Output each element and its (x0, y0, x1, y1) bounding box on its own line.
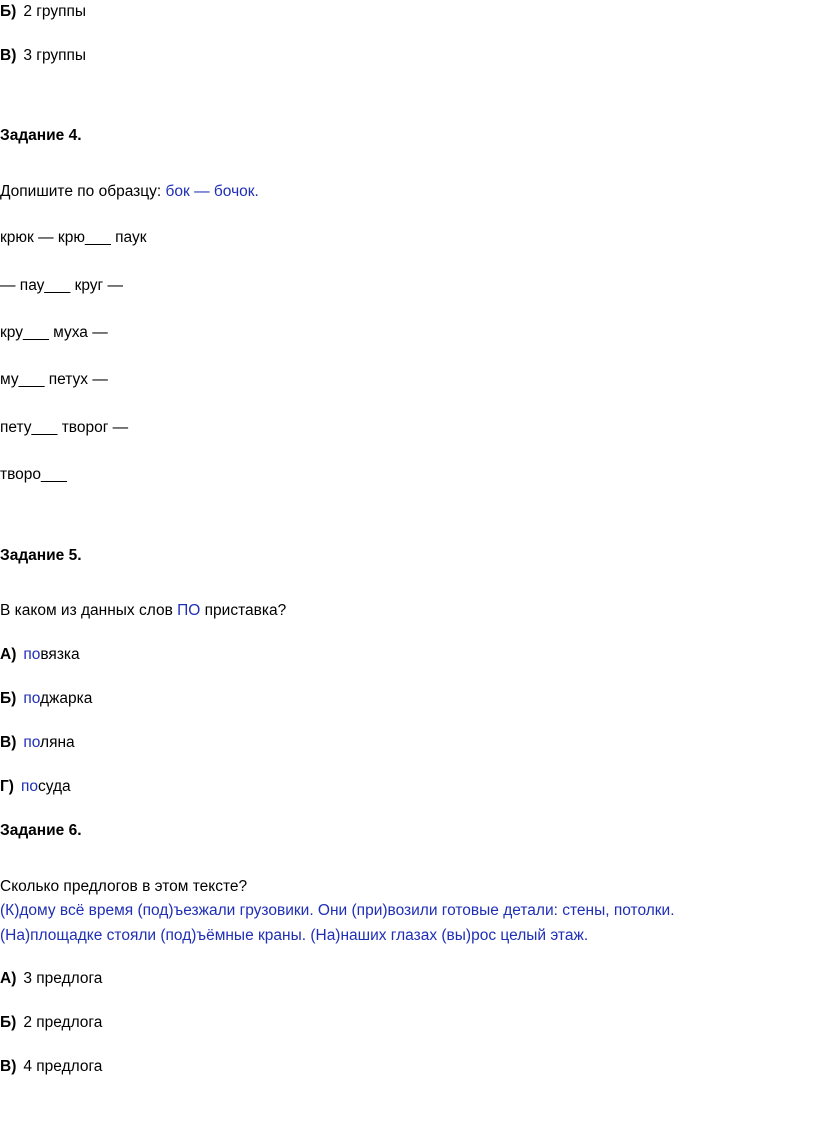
task5-option-v (0, 733, 75, 753)
option-key: В) (0, 734, 17, 751)
option-text: 2 группы (23, 3, 87, 20)
task4-example: бок — бочок. (165, 183, 259, 200)
option-text: 4 предлога (23, 1058, 103, 1075)
task6-text-line1: (К)дому всё время (под)ъезжали грузовики. Они (при)возили готовые детали: стены, потолки. (0, 902, 675, 919)
task5-question (0, 601, 286, 621)
task5-heading: Задание 5. (0, 547, 82, 564)
option-key: А) (0, 646, 17, 663)
task4-line: творо___ (0, 466, 67, 483)
task4-line: крюк — крю___ паук (0, 229, 147, 246)
task4-line: пету___ творог — (0, 419, 129, 436)
option-key: В) (0, 47, 17, 64)
task4-line: му___ петух — (0, 371, 108, 388)
option-text: 3 предлога (23, 970, 103, 987)
task4-instruction-text: Допишите по образцу: (0, 183, 162, 200)
option-key: Б) (0, 1014, 17, 1031)
option-prefix: по (23, 690, 40, 707)
option-prefix: по (23, 734, 41, 751)
option-text: 2 предлога (23, 1014, 103, 1031)
option-rest: ляна (40, 734, 75, 751)
task4-line: — пау___ круг — (0, 277, 124, 294)
option-prefix: по (20, 778, 38, 795)
option-rest: суда (37, 778, 71, 795)
task6-option-b (0, 1013, 102, 1033)
option-text: 3 группы (23, 47, 87, 64)
option-rest: джарка (40, 690, 93, 707)
task6-option-a (0, 969, 102, 989)
task4-instruction (0, 182, 259, 202)
option-rest: вязка (40, 646, 80, 663)
task5-question-before: В каком из данных слов (0, 602, 173, 619)
option-key: Г) (0, 778, 14, 795)
option-v-groups (0, 46, 86, 66)
task6-question: Сколько предлогов в этом тексте? (0, 878, 248, 895)
task6-text-line2: (На)площадке стояли (под)ъёмные краны. (На)наших глазах (вы)рос целый этаж. (0, 927, 589, 944)
task4-heading: Задание 4. (0, 127, 82, 144)
option-key: Б) (0, 3, 17, 20)
option-key: А) (0, 970, 17, 987)
task6-heading: Задание 6. (0, 822, 82, 839)
task5-option-b (0, 689, 92, 709)
task5-question-highlight: ПО (177, 602, 201, 619)
task6-option-v (0, 1057, 102, 1077)
task5-question-after: приставка? (204, 602, 287, 619)
option-b-groups (0, 2, 86, 22)
option-key: В) (0, 1058, 17, 1075)
task5-option-g (0, 777, 71, 797)
option-prefix: по (23, 646, 41, 663)
task4-line: кру___ муха — (0, 324, 108, 341)
option-key: Б) (0, 690, 17, 707)
task5-option-a (0, 645, 80, 665)
